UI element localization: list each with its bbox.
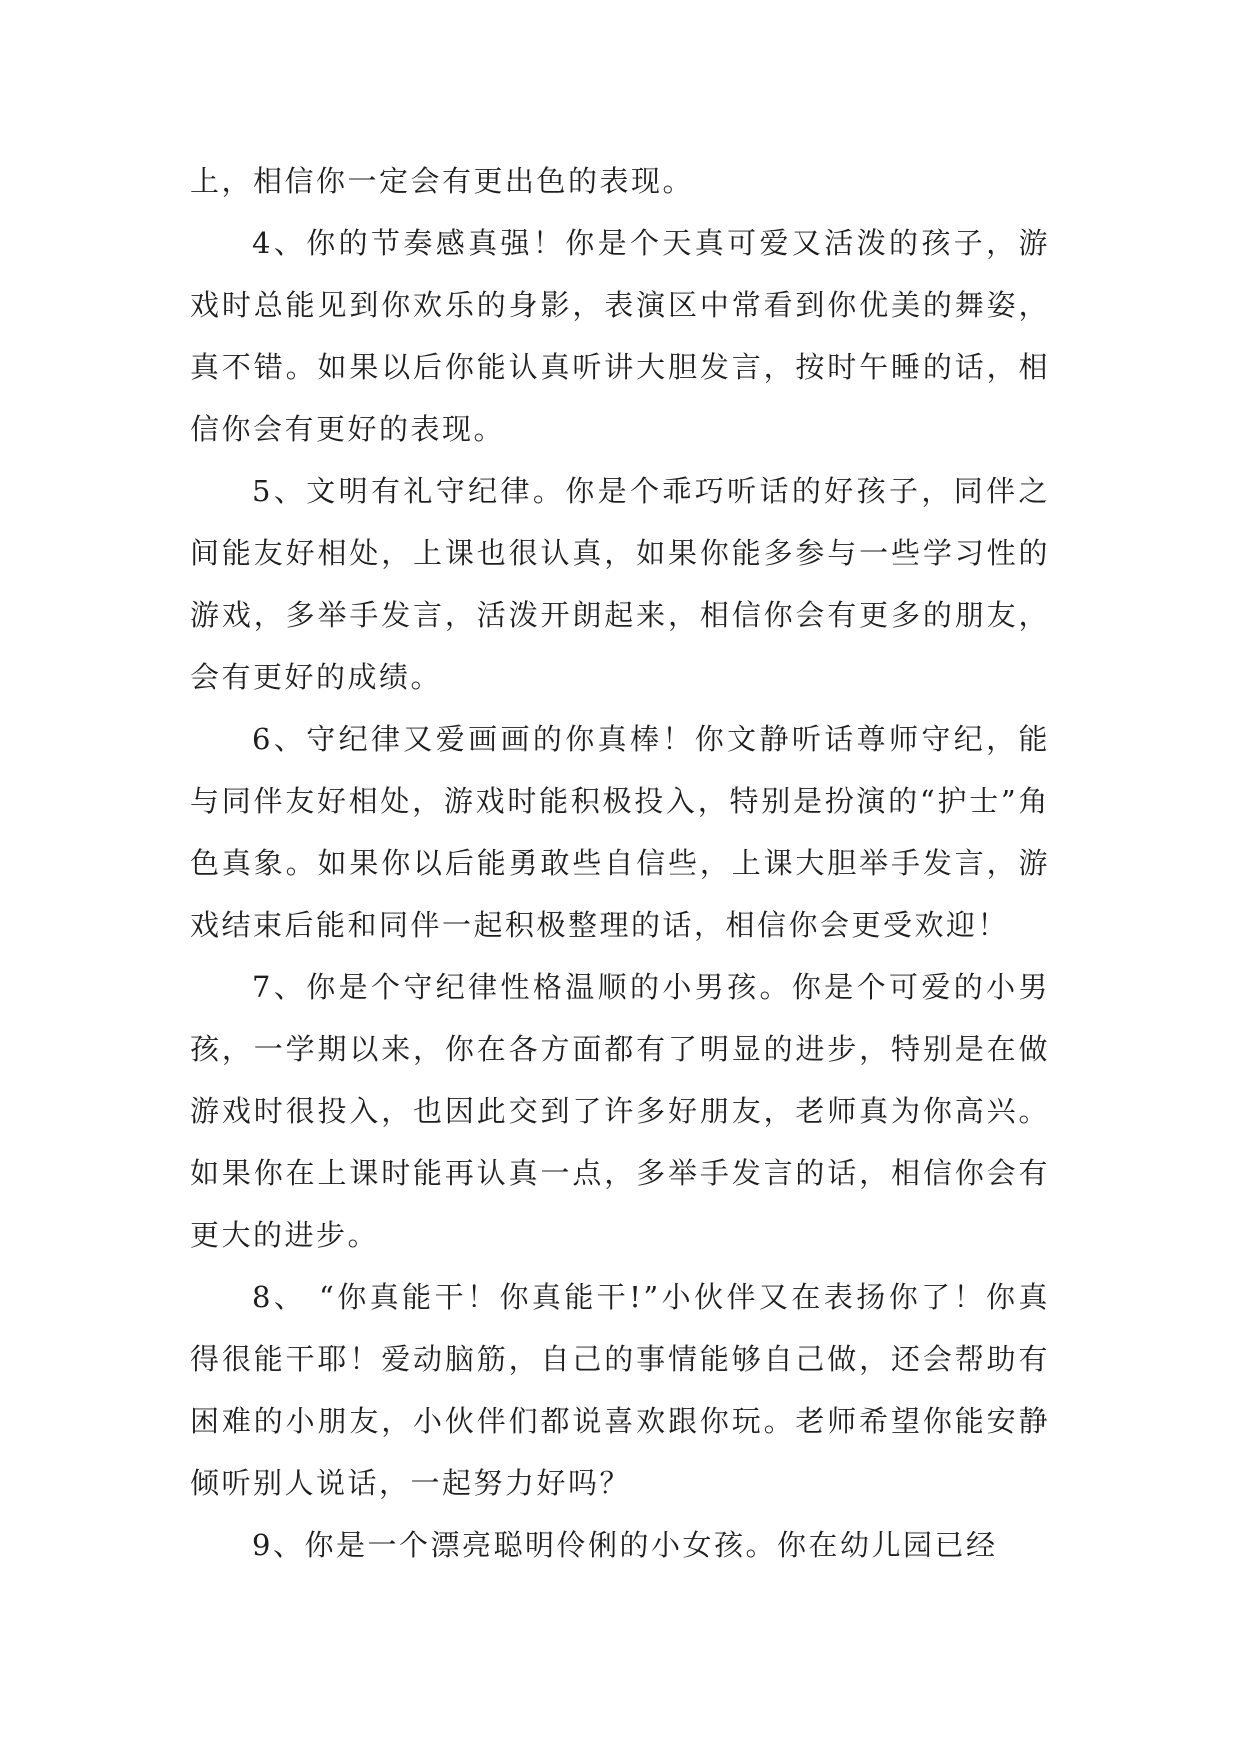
paragraph-comment-8: 8、 “你真能干！你真能干!”小伙伴又在表扬你了！你真得很能干耶！爱动脑筋，自己的事情能够自己做，还会帮助有困难的小朋友，小伙伴们都说喜欢跟你玩。老师希望你能安静倾听别人说话，一起努力好吗？ <box>190 1280 1050 1500</box>
document-body <box>190 150 1050 1576</box>
paragraph-comment-4: 4、你的节奏感真强！你是个天真可爱又活泼的孩子，游戏时总能见到你欢乐的身影，表演区中常看到你优美的舞姿，真不错。如果以后你能认真听讲大胆发言，按时午睡的话，相信你会有更好的表现。 <box>190 226 1050 446</box>
paragraph-comment-6: 6、守纪律又爱画画的你真棒！你文静听话尊师守纪，能与同伴友好相处，游戏时能积极投入，特别是扮演的“护士”角色真象。如果你以后能勇敢些自信些，上课大胆举手发言，游戏结束后能和同伴一起积极整理的话，相信你会更受欢迎！ <box>190 722 1050 942</box>
paragraph-comment-5: 5、文明有礼守纪律。你是个乖巧听话的好孩子，同伴之间能友好相处，上课也很认真，如果你能多参与一些学习性的游戏，多举手发言，活泼开朗起来，相信你会有更多的朋友，会有更好的成绩。 <box>190 474 1050 694</box>
paragraph-continuation: 上，相信你一定会有更出色的表现。 <box>190 164 695 198</box>
paragraph-comment-7: 7、你是个守纪律性格温顺的小男孩。你是个可爱的小男孩，一学期以来，你在各方面都有了明显的进步，特别是在做游戏时很投入，也因此交到了许多好朋友，老师真为你高兴。如果你在上课时能再认真一点，多举手发言的话，相信你会有更大的进步。 <box>190 970 1050 1252</box>
paragraph-comment-9: 9、你是一个漂亮聪明伶俐的小女孩。你在幼儿园已经 <box>252 1528 998 1562</box>
